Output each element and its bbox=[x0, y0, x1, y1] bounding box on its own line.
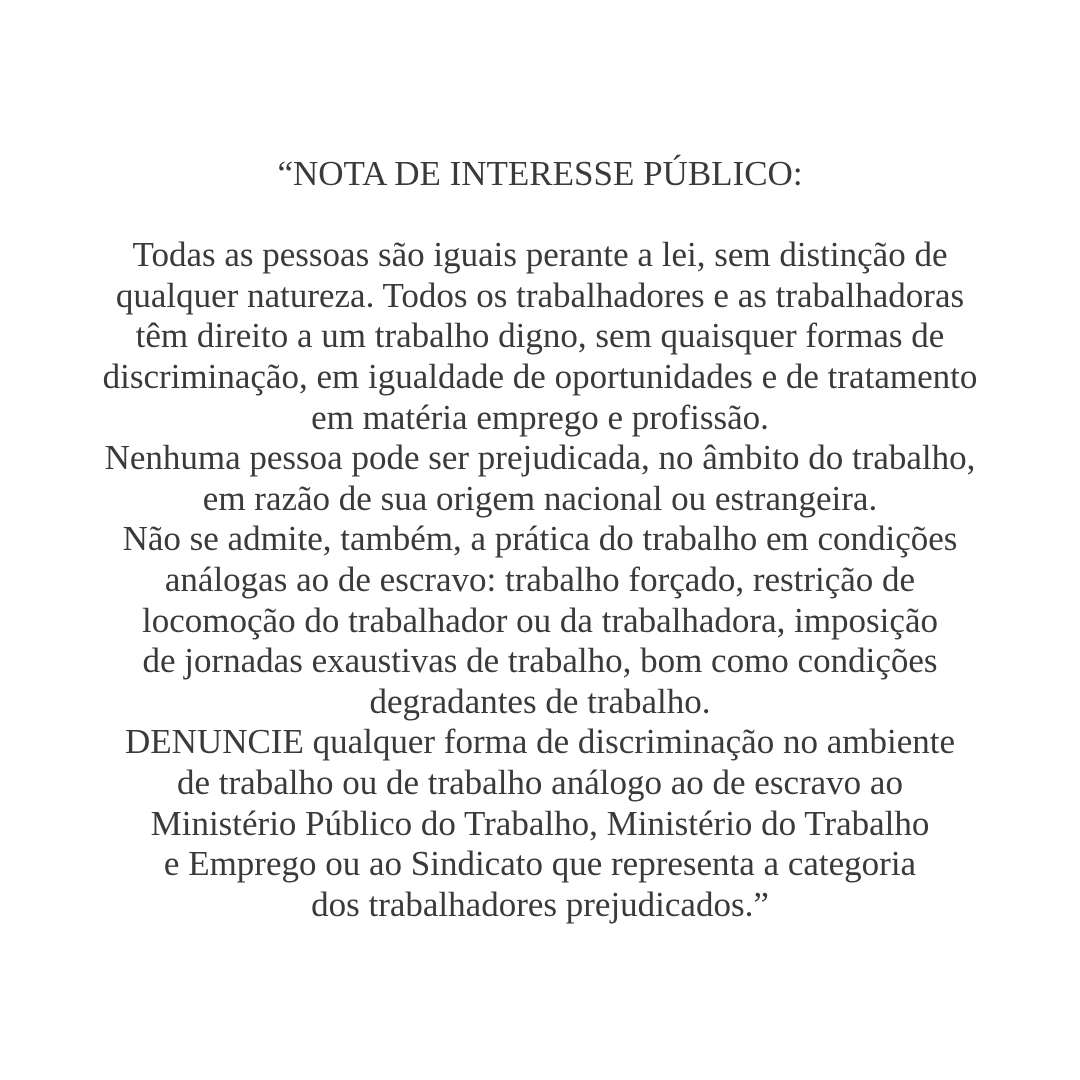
notice-line-15: Ministério Público do Trabalho, Ministério do Trabalho bbox=[150, 803, 930, 843]
notice-line-4: discriminação, em igualdade de oportunidades e de tratamento bbox=[102, 356, 978, 396]
notice-line-6: Nenhuma pessoa pode ser prejudicada, no âmbito do trabalho, bbox=[104, 438, 976, 478]
notice-line-5: em matéria emprego e profissão. bbox=[311, 397, 769, 437]
notice-line-1: Todas as pessoas são iguais perante a lei, sem distinção de bbox=[132, 235, 948, 275]
notice-title: “NOTA DE INTERESSE PÚBLICO: bbox=[277, 154, 803, 193]
notice-line-10: locomoção do trabalhador ou da trabalhadora, imposição bbox=[142, 600, 938, 640]
notice-line-16: e Emprego ou ao Sindicato que representa a categoria bbox=[163, 844, 917, 884]
notice-line-2: qualquer natureza. Todos os trabalhadores e as trabalhadoras bbox=[115, 275, 965, 315]
notice-line-12: degradantes de trabalho. bbox=[369, 681, 711, 721]
notice-line-13: DENUNCIE qualquer forma de discriminação no ambiente bbox=[124, 722, 955, 762]
notice-line-7: em razão de sua origem nacional ou estrangeira. bbox=[202, 478, 878, 518]
public-notice bbox=[0, 154, 1080, 925]
notice-line-17: dos trabalhadores prejudicados.” bbox=[311, 884, 769, 924]
notice-line-8: Não se admite, também, a prática do trabalho em condições bbox=[122, 519, 958, 559]
notice-line-11: de jornadas exaustivas de trabalho, bom como condições bbox=[142, 641, 938, 681]
notice-line-14: de trabalho ou de trabalho análogo ao de escravo ao bbox=[177, 762, 903, 802]
notice-line-3: têm direito a um trabalho digno, sem quaisquer formas de bbox=[135, 316, 945, 356]
notice-line-9: análogas ao de escravo: trabalho forçado, restrição de bbox=[164, 559, 916, 599]
